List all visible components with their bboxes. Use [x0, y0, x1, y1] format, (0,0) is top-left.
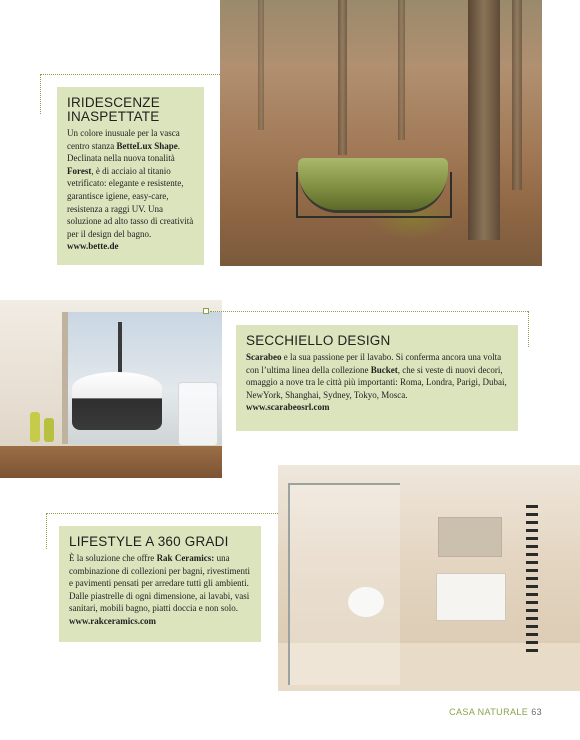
connector-line: [210, 311, 528, 312]
product-name: Forest: [67, 165, 92, 176]
body-text: . Declinata nella nuova tonalità: [67, 140, 180, 164]
article-body: [69, 552, 253, 628]
shower-room-photo: [278, 465, 580, 691]
bathtub-forest-photo: [220, 0, 542, 266]
connector-line: [46, 513, 278, 514]
article-link[interactable]: www.bette.de: [67, 241, 119, 252]
page-folio: [449, 707, 542, 717]
brand-name: BetteLux Shape: [116, 140, 178, 151]
body-text: una combinazione di collezioni per bagni, rivestimenti e pavimenti pensati per arredare tutti gli ambienti. Dalle piastrelle di ogni dimensione, ai lavabi, vasi sanitari, mobili bagno, piatti doccia e non solo.: [69, 553, 250, 614]
article-link[interactable]: www.scarabeosrl.com: [246, 402, 330, 413]
article-body: [246, 351, 510, 414]
article-title: [246, 334, 510, 348]
title-line: LIFESTYLE A 360 GRADI: [69, 534, 229, 549]
article-link[interactable]: www.rakceramics.com: [69, 615, 156, 626]
article-lifestyle: [59, 526, 261, 642]
title-line: IRIDESCENZE: [67, 95, 160, 110]
title-line: SECCHIELLO DESIGN: [246, 333, 391, 348]
article-title: [67, 96, 196, 124]
product-name: Bucket: [370, 364, 398, 375]
body-text: Un colore inusuale per la vasca centro stanza: [67, 128, 180, 151]
connector-line: [528, 311, 529, 347]
article-iridescenze: [57, 87, 204, 265]
brand-name: Scarabeo: [246, 352, 282, 362]
brand-name: Rak Ceramics:: [156, 553, 215, 563]
connector-line: [46, 513, 47, 549]
body-text: , che si veste di nuovi decori, omaggio a nove tra le città più importanti: Roma, Londra, Parigi, Dubai, NewYork, Shanghai, Sydney, Tokyo, Mosca.: [246, 364, 507, 400]
washbasin-photo: [0, 300, 222, 478]
page-number: 63: [531, 707, 542, 717]
article-secchiello: [236, 325, 518, 431]
magazine-name: CASA NATURALE: [449, 707, 529, 717]
article-body: [67, 127, 196, 253]
title-line: INASPETTATE: [67, 109, 160, 124]
connector-line: [40, 74, 41, 114]
article-title: [69, 535, 253, 549]
connector-line: [40, 74, 220, 75]
body-text: e la sua passione per il lavabo. Si conferma ancora una volta con l’ultima linea della collezione: [246, 352, 502, 375]
body-text: , è di acciaio al titanio vetrificato: elegante e resistente, garantisce igiene, easy-care, resistenza a raggi UV. Una soluzione ad alto tasso di creatività per il design del bagno.: [67, 165, 194, 239]
connector-node: [203, 308, 209, 314]
body-text: È la soluzione che offre: [69, 553, 157, 563]
